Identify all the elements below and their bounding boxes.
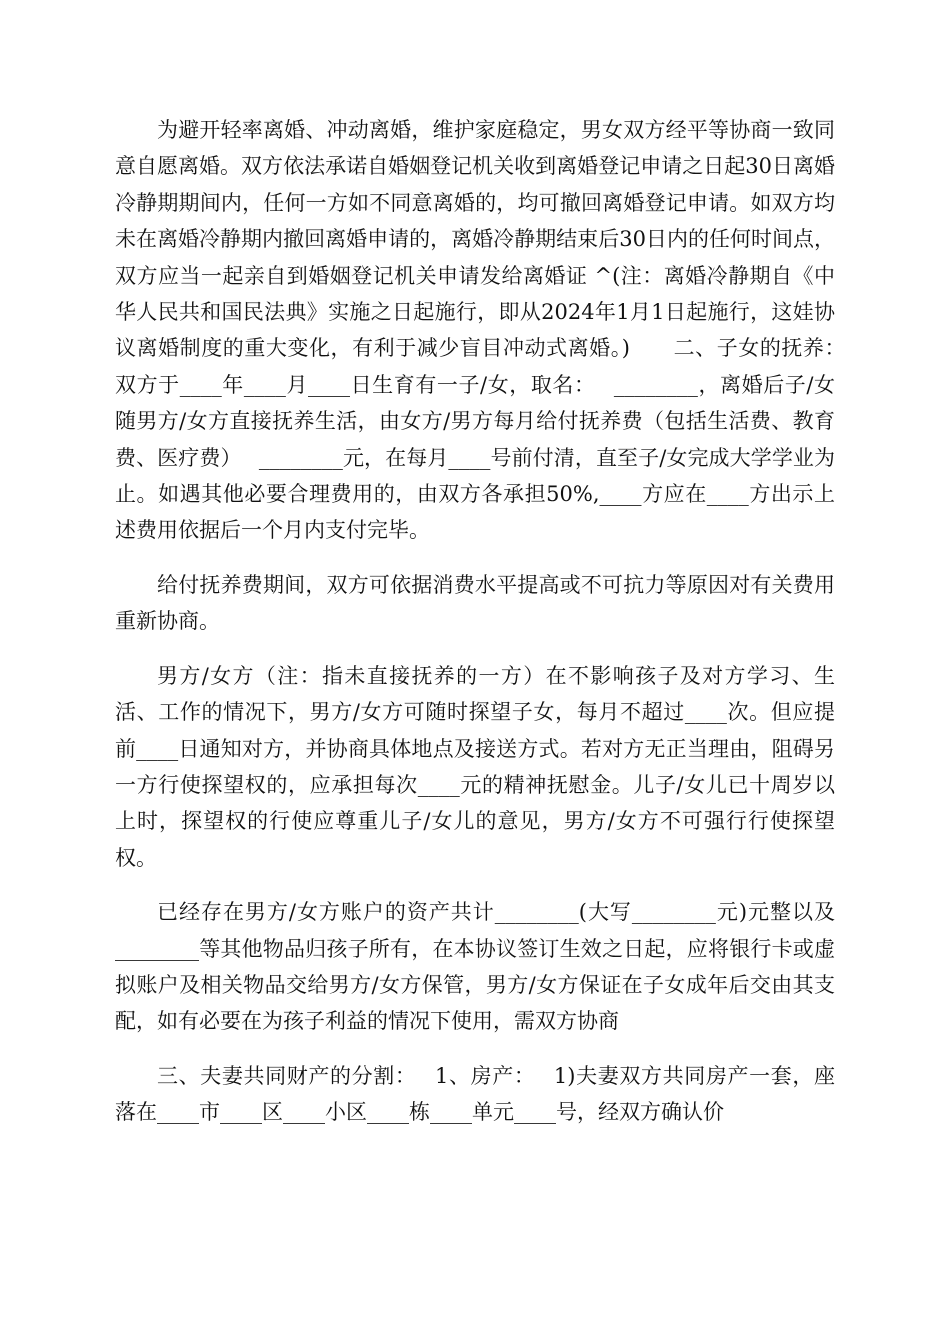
paragraph-spacer bbox=[115, 1040, 835, 1058]
paragraph-spacer bbox=[115, 876, 835, 894]
paragraph-visitation-rights: 男方/女方（注：指未直接抚养的一方）在不影响孩子及对方学习、生活、工作的情况下，男方/女方可随时探望子女，每月不超过____次。但应提前____日通知对方，并协商具体地点及接送方式。若对方无正当理由，阻碍另一方行使探望权的，应承担每次____元的精神抚慰金。儿子/女儿已十周岁以上时，探望权的行使应尊重儿子/女儿的意见，男方/女方不可强行行使探望权。 bbox=[115, 663, 835, 870]
paragraph-property-division: 三、夫妻共同财产的分割： 1、房产： 1)夫妻双方共同房产一套，座落在____市____区____小区____栋____单元____号，经双方确认价 bbox=[115, 1063, 835, 1125]
paragraph-spacer bbox=[115, 549, 835, 567]
paragraph-spacer bbox=[115, 640, 835, 658]
paragraph-child-assets: 已经存在男方/女方账户的资产共计________(大写________元)元整以及________等其他物品归孩子所有，在本协议签订生效之日起，应将银行卡或虚拟账户及相关物品交给男方/女方保管，男方/女方保证在子女成年后交由其支配，如有必要在为孩子利益的情况下使用，需双方协商 bbox=[115, 900, 835, 1034]
document-body bbox=[115, 112, 863, 1131]
paragraph-support-renegotiation: 给付抚养费期间，双方可依据消费水平提高或不可抗力等原因对有关费用重新协商。 bbox=[115, 572, 835, 634]
paragraph-divorce-cooling-period-and-child-support: 为避开轻率离婚、冲动离婚，维护家庭稳定，男女双方经平等协商一致同意自愿离婚。双方依法承诺自婚姻登记机关收到离婚登记申请之日起30日离婚冷静期期间内，任何一方如不同意离婚的，均可撤回离婚登记申请。如双方均未在离婚冷静期内撤回离婚申请的，离婚冷静期结束后30日内的任何时间点，双方应当一起亲自到婚姻登记机关申请发给离婚证 ^(注：离婚冷静期自《中华人民共和国民法典》实施之日起施行，即从2024年1月1日起施行，这娃协议离婚制度的重大变化，有利于减少盲目冲动式离婚。) 二、子女的抚养： 双方于____年____月____日生育有一子/女，取名： ________，离婚后子/女随男方/女方直接抚养生活，由女方/男方每月给付抚养费（包括生活费、教育费、医疗费） ________元，在每月____号前付清，直至子/女完成大学学业为止。如遇其他必要合理费用的，由双方各承担50%,____方应在____方出示上述费用依据后一个月内支付完毕。 bbox=[115, 118, 863, 543]
